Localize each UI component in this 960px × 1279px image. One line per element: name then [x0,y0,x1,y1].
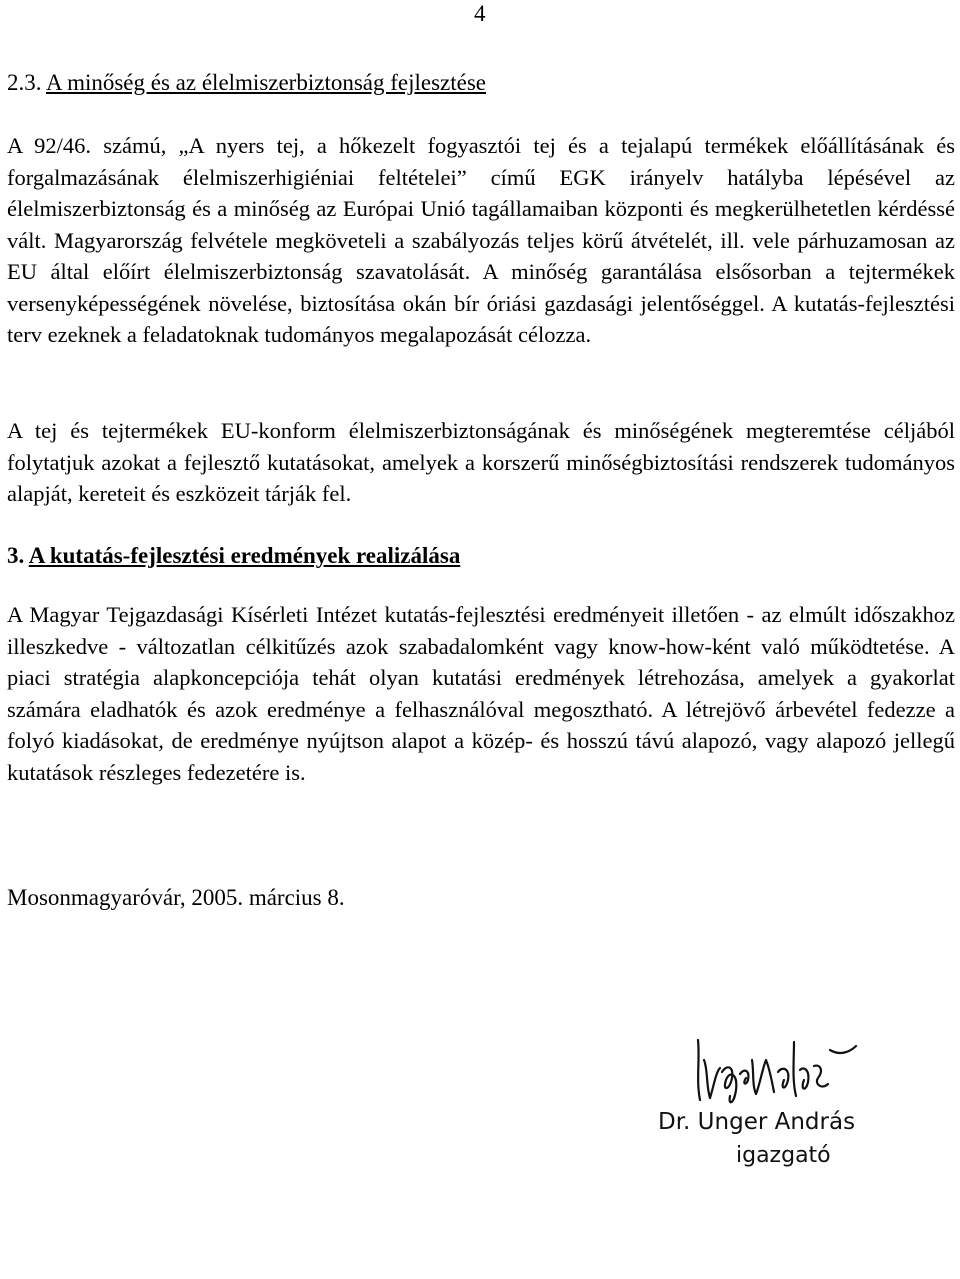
handwritten-signature [690,1030,860,1108]
signer-title: igazgató [736,1143,831,1168]
section-heading-2-3 [7,68,486,98]
section-title: A kutatás-fejlesztési eredmények realizálása [28,543,461,568]
section-title: A minőség és az élelmiszerbiztonság fejlesztése [45,70,487,95]
signature-block [640,1030,880,1180]
section-number: 2.3. [7,70,42,95]
section-heading-3 [7,541,460,571]
section-number: 3. [7,543,25,568]
signer-name: Dr. Unger András [658,1109,856,1135]
place-and-date: Mosonmagyaróvár, 2005. március 8. [7,885,345,910]
paragraph-research: A tej és tejtermékek EU-konform élelmiszerbiztonságának és minőségének megteremtése céljából folytatjuk azokat a fejlesztő kutatásokat, amelyek a korszerű minőségbiztosítási rendszerek tudományos alapját, kereteit és eszközeit tárják fel. [7,418,955,506]
paragraph-directive: A 92/46. számú, „A nyers tej, a hőkezelt fogyasztói tej és a tejalapú termékek előállításának és forgalmazásának élelmiszerhigiéniai feltételei” című EGK irányelv hatályba lépésével az élelmiszerbiztonság és a minőség az Európai Unió tagállamaiban központi és megkerülhetetlen kérdéssé vált. Magyarország felvétele megköveteli a szabályozás teljes körű átvételét, ill. vele párhuzamosan az EU által előírt élelmiszerbiztonság szavatolását. A minőség garantálása elsősorban a tejtermékek versenyképességének növelése, biztosítása okán bír óriási gazdasági jelentőséggel. A kutatás-fejlesztési terv ezeknek a feladatoknak tudományos megalapozását célozza. [7,133,955,347]
paragraph-realization: A Magyar Tejgazdasági Kísérleti Intézet kutatás-fejlesztési eredményeit illetően - az elmúlt időszakhoz illeszkedve - változatlan célkitűzés azok szabadalomként vagy know-how-ként való működtetése. A piaci stratégia alapkoncepciója tehát olyan kutatási eredmények létrehozása, amelyek a gyakorlat számára eladhatók és azok eredménye a felhasználóval megosztható. A létrejövő árbevétel fedezze a folyó kiadásokat, de eredménye nyújtson alapot a közép- és hosszú távú alapozó, vagy alapozó jellegű kutatások részleges fedezetére is. [7,602,955,785]
page-number: 4 [474,1,486,26]
